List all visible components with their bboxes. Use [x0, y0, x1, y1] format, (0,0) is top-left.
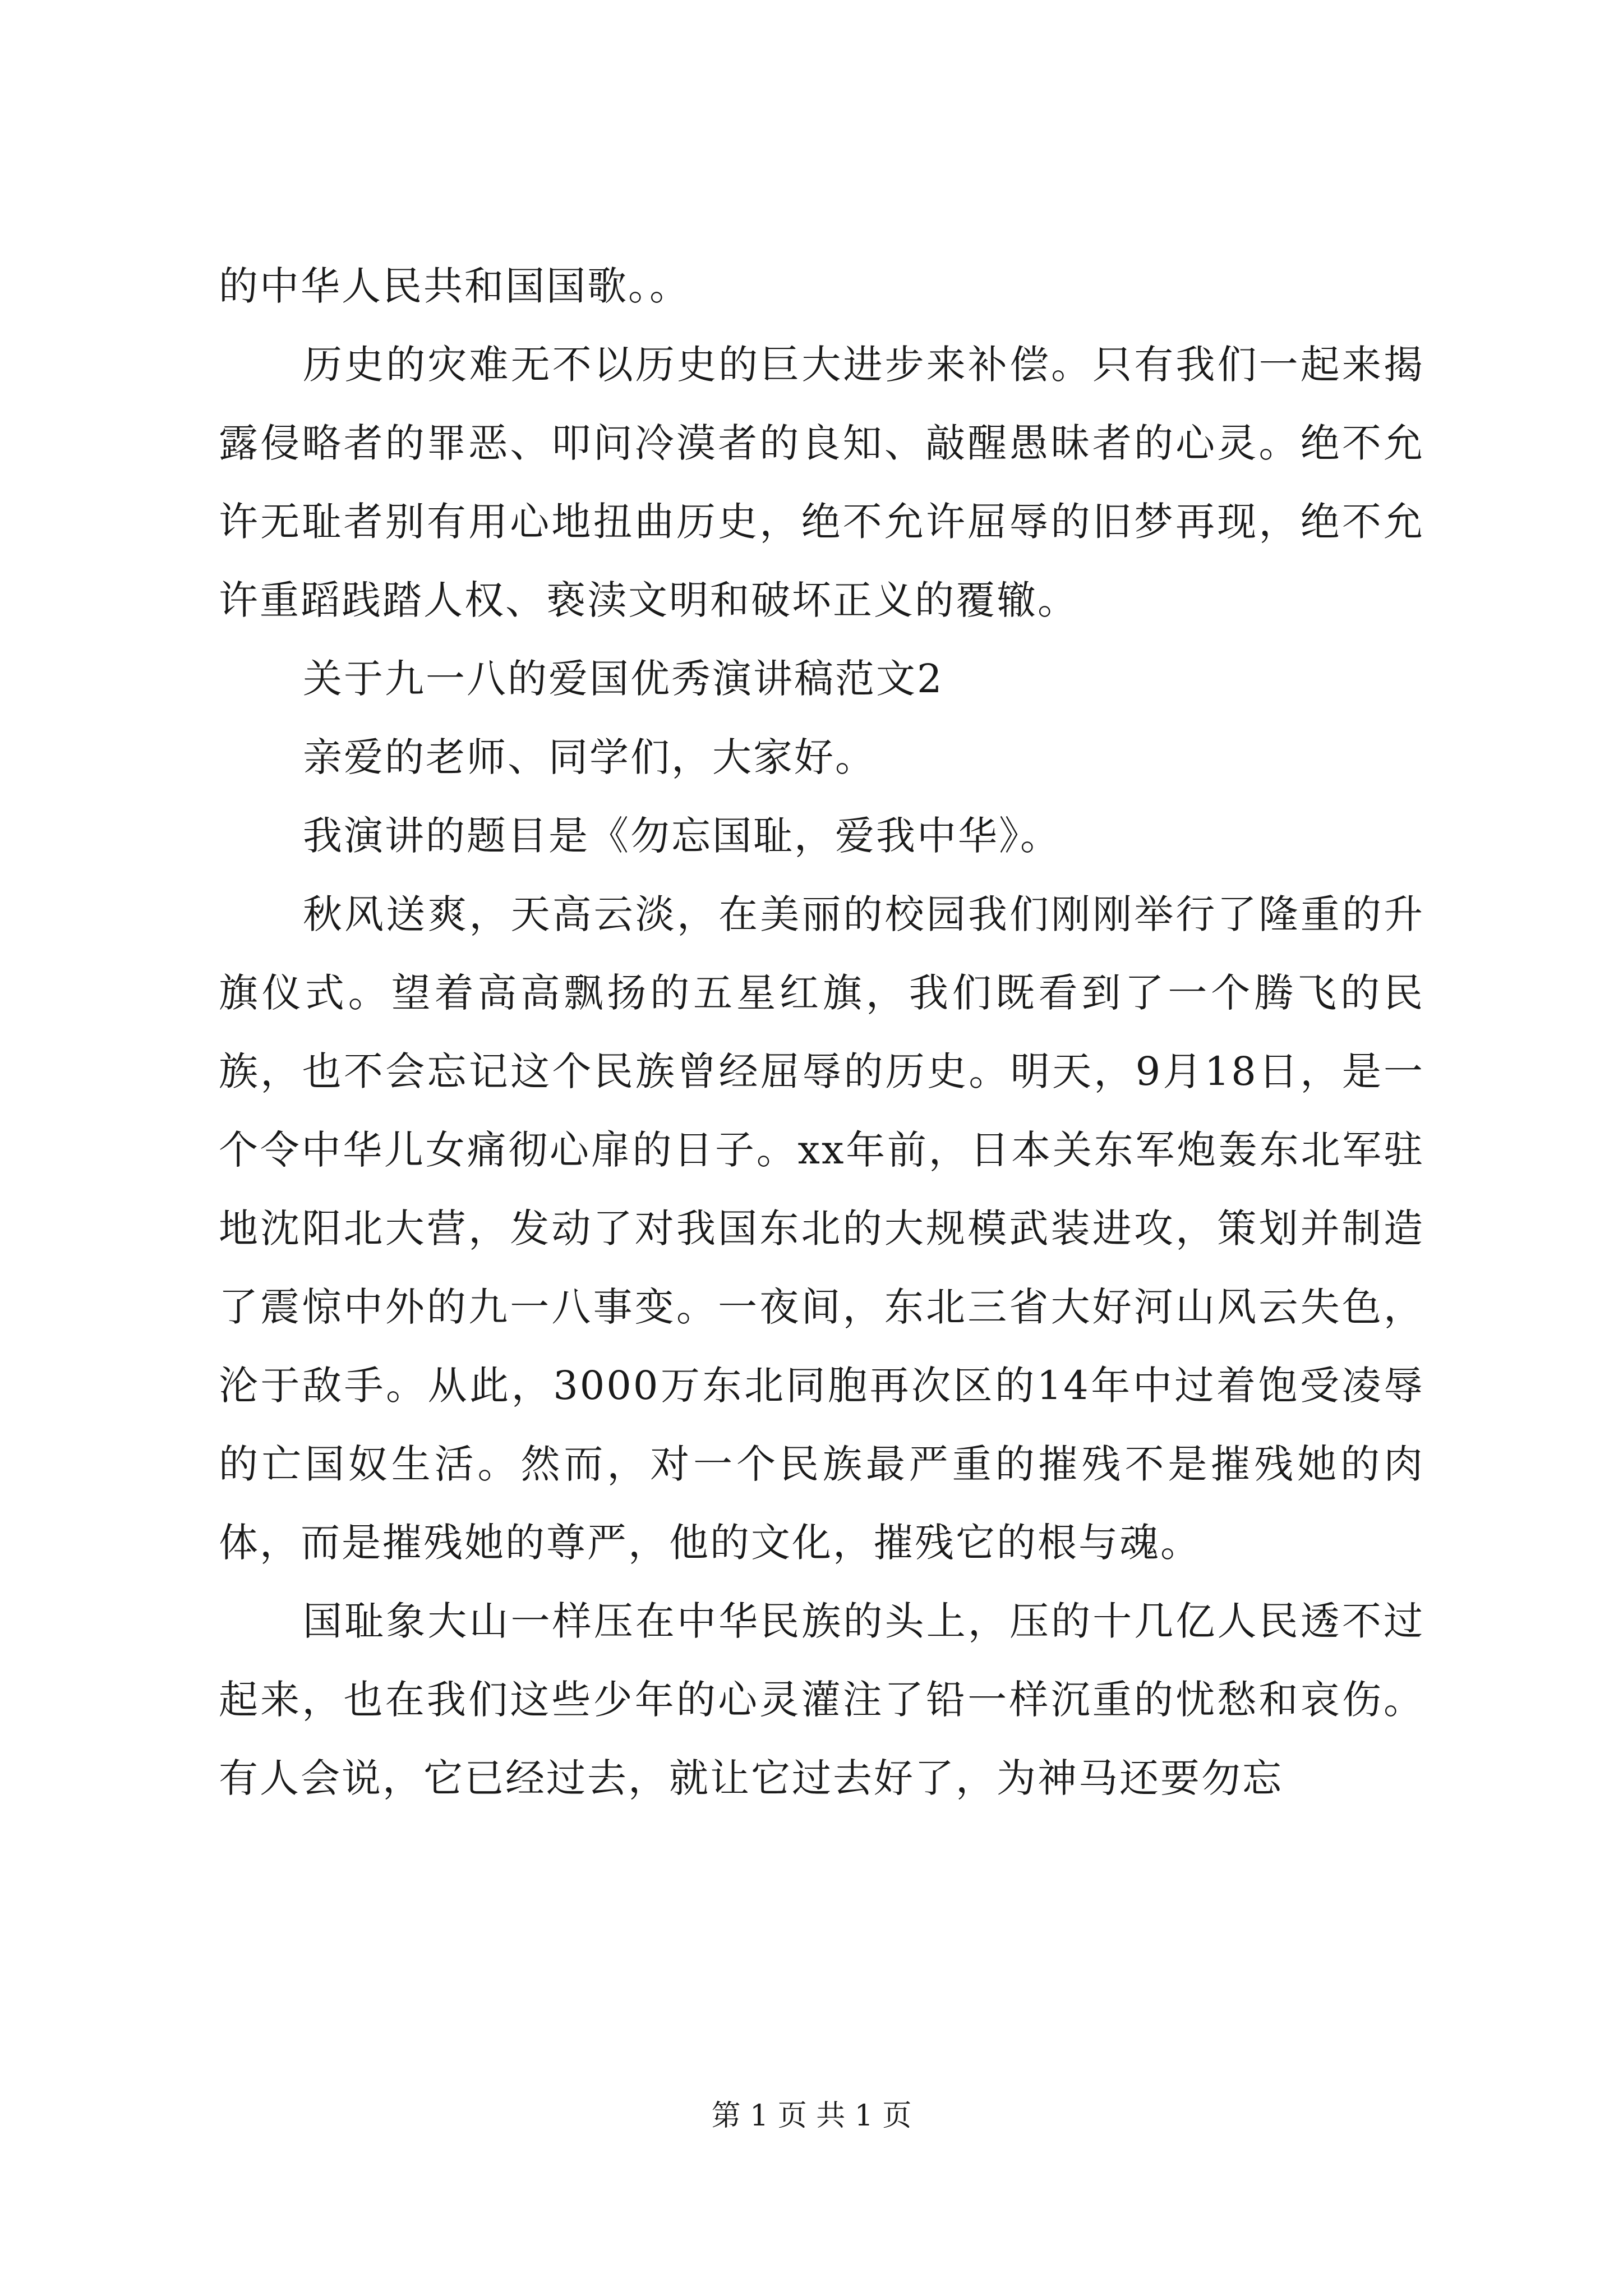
- document-body: [219, 247, 1424, 1818]
- paragraph: 秋风送爽，天高云淡，在美丽的校园我们刚刚举行了隆重的升旗仪式。望着高高飘扬的五星红旗，我们既看到了一个腾飞的民族，也不会忘记这个民族曾经屈辱的历史。明天，9月18日，是一个令中华儿女痛彻心扉的日子。xx年前，日本关东军炮轰东北军驻地沈阳北大营，发动了对我国东北的大规模武装进攻，策划并制造了震惊中外的九一八事变。一夜间，东北三省大好河山风云失色，沦于敌手。从此，3000万东北同胞再次区的14年中过着饱受凌辱的亡国奴生活。然而，对一个民族最严重的摧残不是摧残她的肉体，而是摧残她的尊严，他的文化，摧残它的根与魂。: [219, 891, 1424, 1566]
- speech-title-line: 我演讲的题目是《勿忘国耻，爱我中华》。: [303, 813, 1061, 859]
- page-number-footer: 第 1 页 共 1 页: [711, 2099, 912, 2133]
- paragraph: 的中华人民共和国国歌。。: [219, 263, 690, 309]
- greeting: 亲爱的老师、同学们，大家好。: [303, 734, 876, 780]
- paragraph: 国耻象大山一样压在中华民族的头上，压的十几亿人民透不过起来，也在我们这些少年的心灵灌注了铅一样沉重的忧愁和哀伤。有人会说，它已经过去，就让它过去好了，为神马还要勿忘: [219, 1598, 1424, 1801]
- paragraph: 历史的灾难无不以历史的巨大进步来补偿。只有我们一起来揭露侵略者的罪恶、叩问冷漠者的良知、敲醒愚昧者的心灵。绝不允许无耻者别有用心地扭曲历史，绝不允许屈辱的旧梦再现，绝不允许重蹈践踏人权、亵渎文明和破坏正义的覆辙。: [219, 342, 1424, 623]
- section-heading: 关于九一八的爱国优秀演讲稿范文2: [303, 656, 944, 702]
